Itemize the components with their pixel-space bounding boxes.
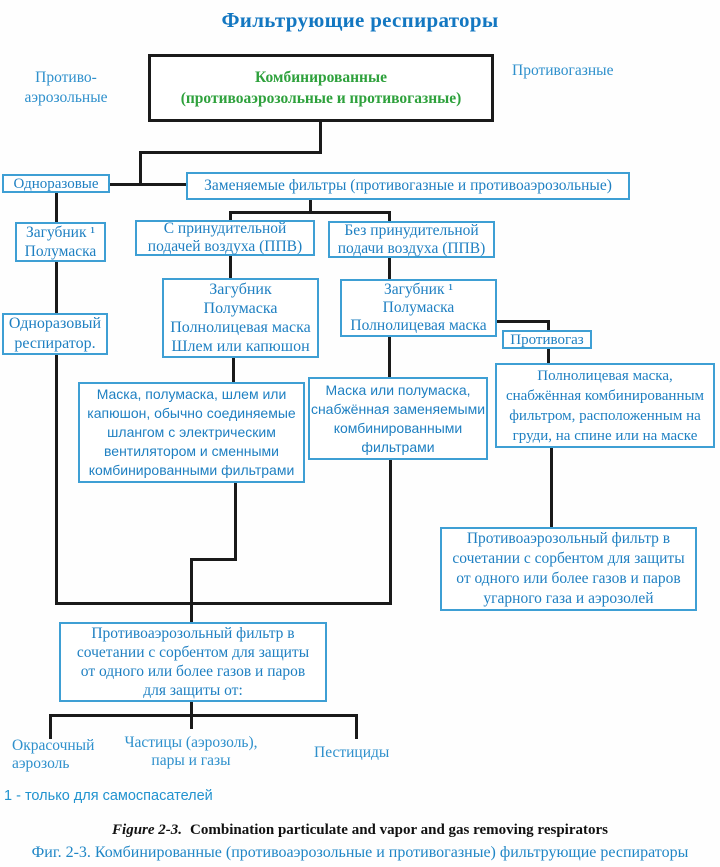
caption-english (0, 822, 720, 839)
connector-line (229, 211, 391, 214)
flow-box-line: Полумаска (382, 299, 455, 316)
connector-line (388, 337, 391, 378)
flow-box-line: фильтрами (361, 438, 435, 455)
flow-box-line: комбинированными (333, 419, 463, 436)
connector-line (139, 151, 142, 185)
flow-box-line: от одного или более газов и паров (456, 570, 681, 587)
flow-box-line: угарного газа и аэрозолей (483, 590, 654, 607)
flow-box-line: вентилятором и сменными (104, 443, 279, 459)
label-line: Частицы (аэрозоль), (124, 734, 258, 751)
label-line: пары и газы (151, 752, 231, 769)
flow-box-line: Загубник ¹ (383, 281, 454, 298)
flow-box-line: Одноразовый (8, 315, 102, 332)
flow-box-zagubnik-polumaska-left (15, 222, 106, 262)
flow-box-line: Заменяемые фильтры (противогазные и противоаэрозольные) (204, 177, 612, 194)
flow-box-line: С принудительной (163, 220, 287, 237)
label-line: аэрозоль (12, 755, 70, 772)
label-line: аэрозольные (24, 89, 108, 106)
flow-box-line: Шлем или капюшон (171, 338, 310, 355)
flow-box-line: от одного или более газов и паров (80, 663, 306, 680)
flow-box-line: комбинированными фильтрами (88, 462, 295, 478)
flow-box-line: Противогаз (510, 331, 584, 348)
flow-box-zagubnik-mid (162, 278, 319, 358)
connector-line (55, 602, 392, 605)
connector-line (190, 558, 193, 622)
connector-line (49, 714, 52, 739)
flow-box-odnorazovyj-respirator (2, 313, 108, 355)
flow-box-line: капюшон, обычно соединяемые (87, 405, 296, 421)
flow-box-kombinirovannye (148, 54, 494, 122)
flow-box-line: Без принудительной (344, 221, 479, 239)
connector-line (355, 714, 358, 739)
flow-box-line: сочетании с сорбентом для защиты (76, 644, 310, 661)
caption-english-text: Combination particulate and vapor and gas removing respirators (190, 822, 608, 838)
flow-box-line: (противоаэрозольные и противогазные) (180, 90, 462, 107)
flow-box-line: Полумаска (203, 300, 278, 317)
flow-box-bez-ppv (328, 221, 495, 258)
connector-line (232, 358, 235, 383)
flow-box-protivogaz (502, 330, 592, 349)
flow-box-line: респиратор. (14, 335, 96, 352)
flow-box-line: для защиты от: (143, 682, 243, 699)
diagram-title: Фильтрующие респираторы (221, 8, 499, 32)
flow-box-line: Противоаэрозольный фильтр в (91, 625, 295, 642)
flow-box-line: фильтром, расположенным на (509, 407, 701, 424)
flow-box-line: Маска, полумаска, шлем или (96, 386, 287, 402)
connector-line (49, 714, 358, 717)
flow-box-zagubnik-right (340, 279, 497, 337)
flow-box-odnorazovye (2, 174, 110, 193)
flow-box-maska-shlem-kapyushon (78, 382, 305, 483)
label-protivogaznye (512, 62, 642, 80)
flow-box-line: снабжённая комбинированным (505, 387, 705, 404)
flow-box-maska-ili-polumaska (308, 377, 488, 460)
flow-box-line: Полнолицевая маска (170, 319, 311, 336)
flow-box-line: Одноразовые (13, 175, 99, 192)
connector-line (389, 458, 392, 605)
flow-box-line: подачи воздуха (ППВ) (337, 239, 486, 257)
connector-line (496, 320, 550, 323)
connector-line (110, 183, 188, 186)
flow-box-line: Полнолицевая маска (350, 317, 487, 334)
label-protivoaerozolnye (10, 68, 122, 108)
flow-box-line: Загубник ¹ (25, 224, 96, 241)
leaf-okrasochnyj-aerozol (12, 737, 112, 773)
connector-line (190, 714, 193, 729)
flow-box-line: Загубник (209, 281, 272, 298)
flow-box-filtr-sorbent-zashchita (59, 622, 327, 702)
footnote: 1 - только для самоспасателей (4, 788, 213, 804)
flow-box-line: груди, на спине или на маске (512, 427, 698, 444)
connector-line (139, 151, 322, 154)
label-line: Противогазные (512, 62, 614, 79)
caption-english-figure-number: Figure 2-3. (112, 822, 183, 838)
flow-box-line: снабжённая заменяемыми (310, 400, 486, 417)
leaf-chastitsy-pary-gazy (112, 734, 270, 770)
connector-line (55, 193, 58, 223)
label-line: Пестициды (314, 744, 390, 761)
connector-line (190, 558, 237, 561)
connector-line (550, 448, 553, 528)
flow-box-line: Противоаэрозольный фильтр в (466, 530, 671, 547)
flow-box-s-ppv (135, 220, 315, 256)
caption-russian: Фиг. 2-3. Комбинированные (противоаэрозольные и противогазные) фильтрующие респираторы (31, 844, 689, 861)
connector-line (234, 483, 237, 561)
connector-line (229, 256, 232, 279)
connector-line (388, 258, 391, 280)
connector-line (55, 355, 58, 605)
flow-box-line: сочетании с сорбентом для защиты (452, 550, 685, 567)
flow-box-line: Маска или полумаска, (325, 381, 471, 398)
connector-line (55, 262, 58, 314)
label-line: Окрасочный (12, 737, 95, 754)
flow-box-line: Комбинированные (255, 69, 387, 86)
connector-line (319, 122, 322, 154)
flow-box-line: Полумаска (24, 243, 97, 260)
flow-box-line: Полнолицевая маска, (537, 367, 673, 384)
connector-line (547, 349, 550, 364)
flow-box-line: шлангом с электрическим (107, 424, 276, 440)
flow-box-filtr-sorbent-ugarnyj-gaz (440, 527, 697, 611)
flow-box-zamenyaemye-filtry (186, 172, 630, 200)
flow-box-polnolitsevaya-maska (495, 363, 715, 448)
flow-box-line: подачей воздуха (ППВ) (147, 238, 303, 255)
leaf-pestitsidy (314, 744, 404, 762)
label-line: Противо- (35, 69, 97, 86)
